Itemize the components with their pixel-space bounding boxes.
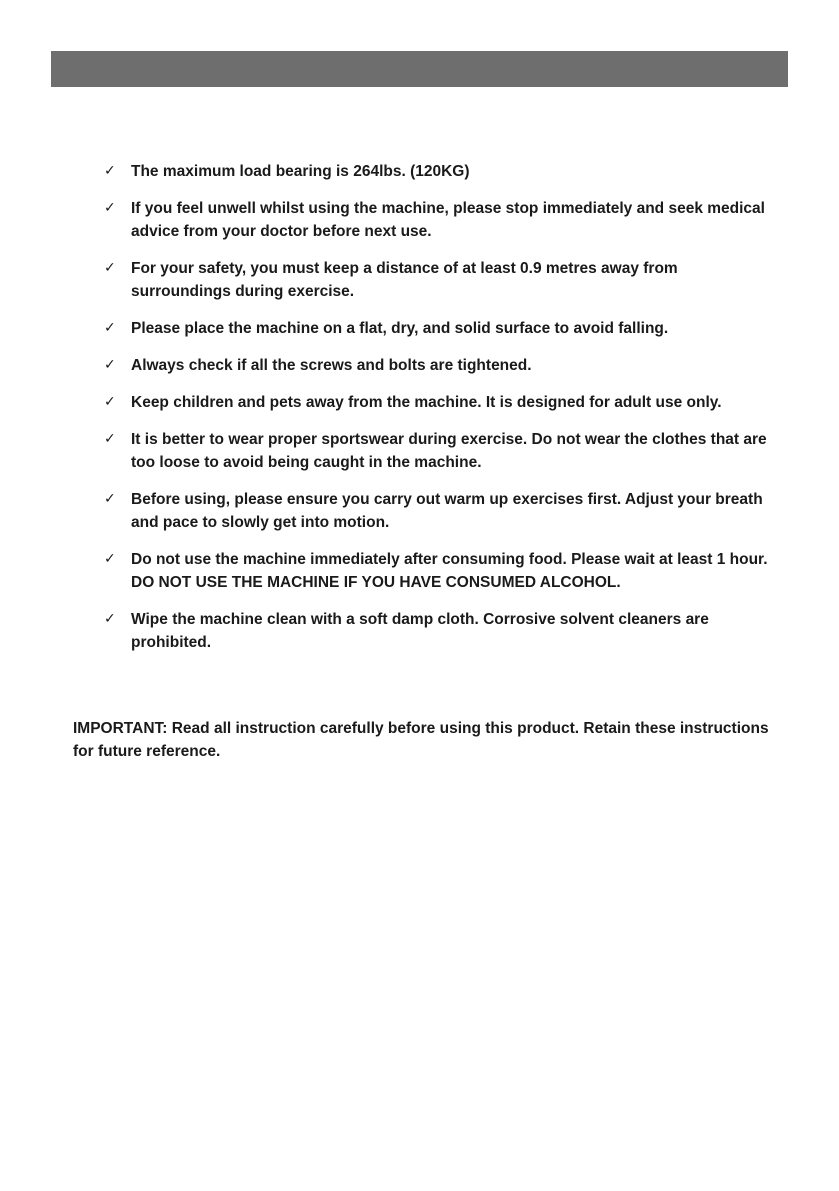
header-bar (51, 51, 788, 87)
list-item-text: It is better to wear proper sportswear during exercise. Do not wear the clothes that are too loose to avoid being caught in the machine. (131, 431, 767, 471)
check-icon: ✓ (104, 551, 116, 567)
check-icon: ✓ (104, 611, 116, 627)
check-icon: ✓ (104, 200, 116, 216)
list-item-text: Wipe the machine clean with a soft damp cloth. Corrosive solvent cleaners are prohibited. (131, 611, 709, 651)
list-item (0, 608, 839, 654)
check-icon: ✓ (104, 320, 116, 336)
list-item (0, 317, 839, 340)
list-item (0, 488, 839, 534)
check-icon: ✓ (104, 394, 116, 410)
check-icon: ✓ (104, 357, 116, 373)
check-icon: ✓ (104, 260, 116, 276)
important-text: : Read all instruction carefully before using this product. Retain these instructions for future reference. (73, 720, 769, 760)
check-icon: ✓ (104, 431, 116, 447)
list-item-text: Before using, please ensure you carry out warm up exercises first. Adjust your breath and pace to slowly get into motion. (131, 491, 763, 531)
list-item-text: The maximum load bearing is 264lbs. (120KG) (131, 163, 470, 180)
important-note (73, 717, 793, 763)
check-icon: ✓ (104, 491, 116, 507)
list-item (0, 197, 839, 243)
list-item-text: Keep children and pets away from the machine. It is designed for adult use only. (131, 394, 722, 411)
list-item-text: If you feel unwell whilst using the machine, please stop immediately and seek medical advice from your doctor before next use. (131, 200, 765, 240)
list-item-text: Please place the machine on a flat, dry, and solid surface to avoid falling. (131, 320, 669, 337)
list-item (0, 160, 839, 183)
safety-list (0, 160, 839, 668)
list-item-text: Do not use the machine immediately after consuming food. Please wait at least 1 hour. DO NOT USE THE MACHINE IF YOU HAVE CONSUMED ALCOHOL. (131, 551, 768, 591)
important-label: IMPORTANT (73, 720, 163, 737)
list-item (0, 257, 839, 303)
list-item (0, 548, 839, 594)
check-icon: ✓ (104, 163, 116, 179)
list-item (0, 354, 839, 377)
list-item-text: For your safety, you must keep a distance of at least 0.9 metres away from surroundings during exercise. (131, 260, 678, 300)
list-item (0, 428, 839, 474)
list-item (0, 391, 839, 414)
list-item-text: Always check if all the screws and bolts are tightened. (131, 357, 532, 374)
